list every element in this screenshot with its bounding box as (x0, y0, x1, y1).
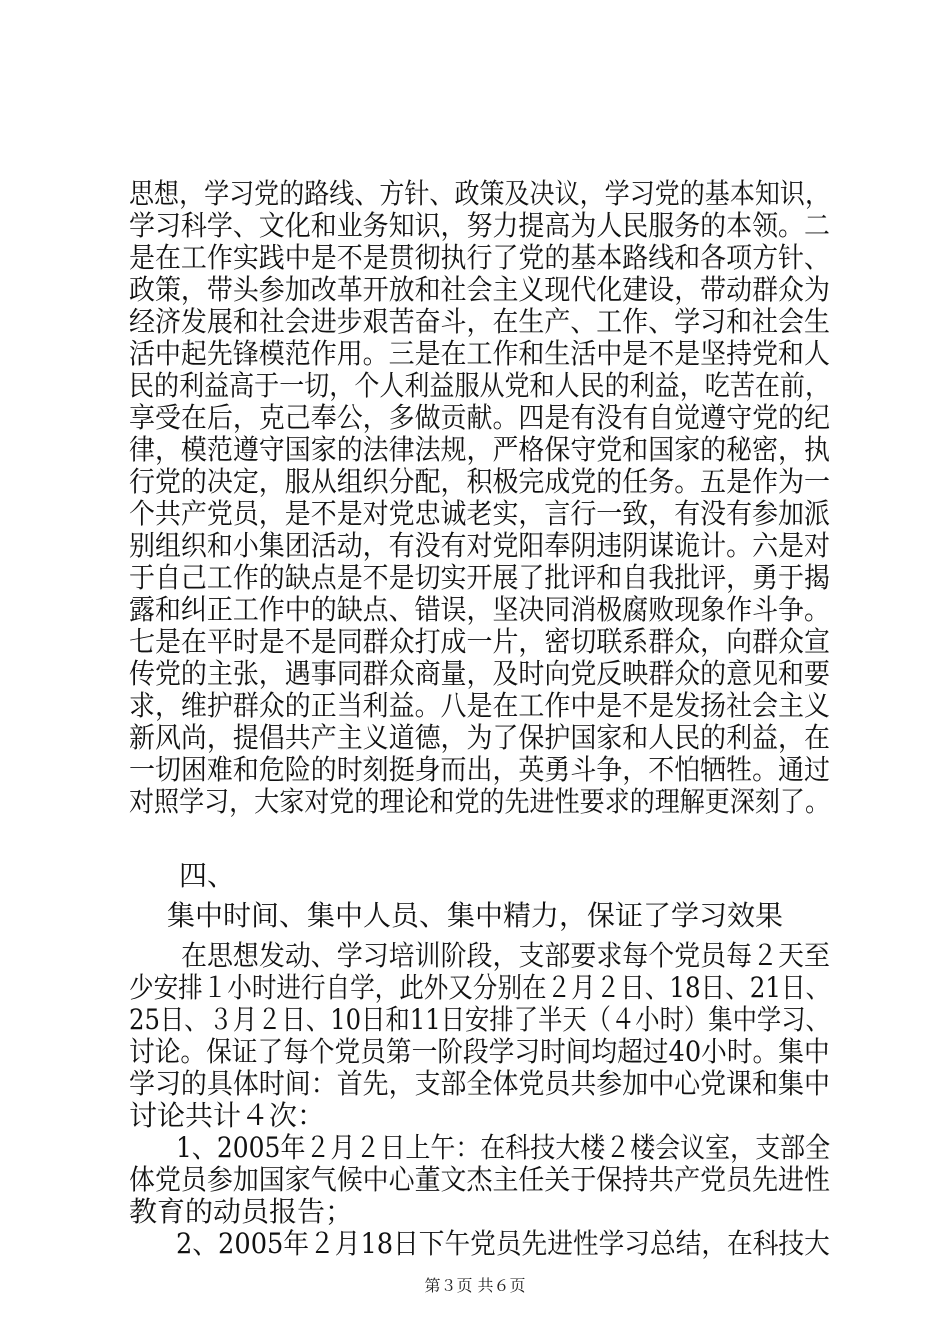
text-line: 传党的主张，遇事同群众商量，及时向党反映群众的意见和要 (129, 657, 830, 690)
text-line: 经济发展和社会进步艰苦奋斗，在生产、工作、学习和社会生 (129, 305, 830, 338)
text-line: 新风尚，提倡共产主义道德，为了保护国家和人民的利益，在 (129, 721, 830, 754)
text-line: 享受在后，克己奉公，多做贡献。四是有没有自觉遵守党的纪 (129, 401, 830, 434)
text-line: 学习的具体时间：首先，支部全体党员共参加中心党课和集中 (129, 1067, 830, 1100)
text-line: 别组织和小集团活动，有没有对党阳奉阴违阴谋诡计。六是对 (129, 529, 830, 562)
text-line: 政策，带头参加改革开放和社会主义现代化建设，带动群众为 (129, 273, 830, 306)
text-line: 思想，学习党的路线、方针、政策及决议，学习党的基本知识， (129, 177, 830, 210)
list-item-line: 体党员参加国家气候中心董文杰主任关于保持共产党员先进性 (129, 1163, 830, 1196)
section-title: 集中时间、集中人员、集中精力，保证了学习效果 (167, 899, 784, 932)
text-line: 对照学习，大家对党的理论和党的先进性要求的理解更深刻了。 (129, 785, 830, 818)
text-line: 活中起先锋模范作用。三是在工作和生活中是不是坚持党和人 (129, 337, 830, 370)
page-number-footer: 第３页 共６页 (424, 1276, 526, 1295)
section-number: 四、 (179, 859, 236, 892)
text-line: 学习科学、文化和业务知识，努力提高为人民服务的本领。二 (129, 209, 830, 242)
text-line: 求，维护群众的正当利益。八是在工作中是不是发扬社会主义 (129, 689, 830, 722)
text-line: 于自己工作的缺点是不是切实开展了批评和自我批评，勇于揭 (129, 561, 830, 594)
text-line: 少安排１小时进行自学，此外又分别在２月２日、18日、21日、 (129, 971, 831, 1004)
list-item-line: 2、2005年２月18日下午党员先进性学习总结，在科技大 (176, 1227, 830, 1260)
text-line: 露和纠正工作中的缺点、错误，坚决同消极腐败现象作斗争。 (129, 593, 830, 626)
text-line: 25日、３月２日、10日和11日安排了半天（４小时）集中学习、 (129, 1003, 830, 1036)
text-line: 行党的决定，服从组织分配，积极完成党的任务。五是作为一 (129, 465, 830, 498)
list-item-line: 教育的动员报告； (129, 1195, 354, 1228)
text-line: 个共产党员，是不是对党忠诚老实，言行一致，有没有参加派 (129, 497, 830, 530)
text-line: 律，模范遵守国家的法律法规，严格保守党和国家的秘密，执 (129, 433, 830, 466)
text-line: 讨论共计４次： (129, 1099, 326, 1132)
text-line: 一切困难和危险的时刻挺身而出，英勇斗争，不怕牺牲。通过 (129, 753, 830, 786)
text-line: 在思想发动、学习培训阶段，支部要求每个党员每２天至 (181, 939, 830, 972)
text-line: 七是在平时是不是同群众打成一片，密切联系群众，向群众宣 (129, 625, 830, 658)
text-line: 民的利益高于一切，个人利益服从党和人民的利益，吃苦在前， (129, 369, 830, 402)
list-item-line: 1、2005年２月２日上午：在科技大楼２楼会议室，支部全 (176, 1131, 831, 1164)
text-line: 讨论。保证了每个党员第一阶段学习时间均超过40小时。集中 (129, 1035, 830, 1068)
text-line: 是在工作实践中是不是贯彻执行了党的基本路线和各项方针、 (129, 241, 830, 274)
